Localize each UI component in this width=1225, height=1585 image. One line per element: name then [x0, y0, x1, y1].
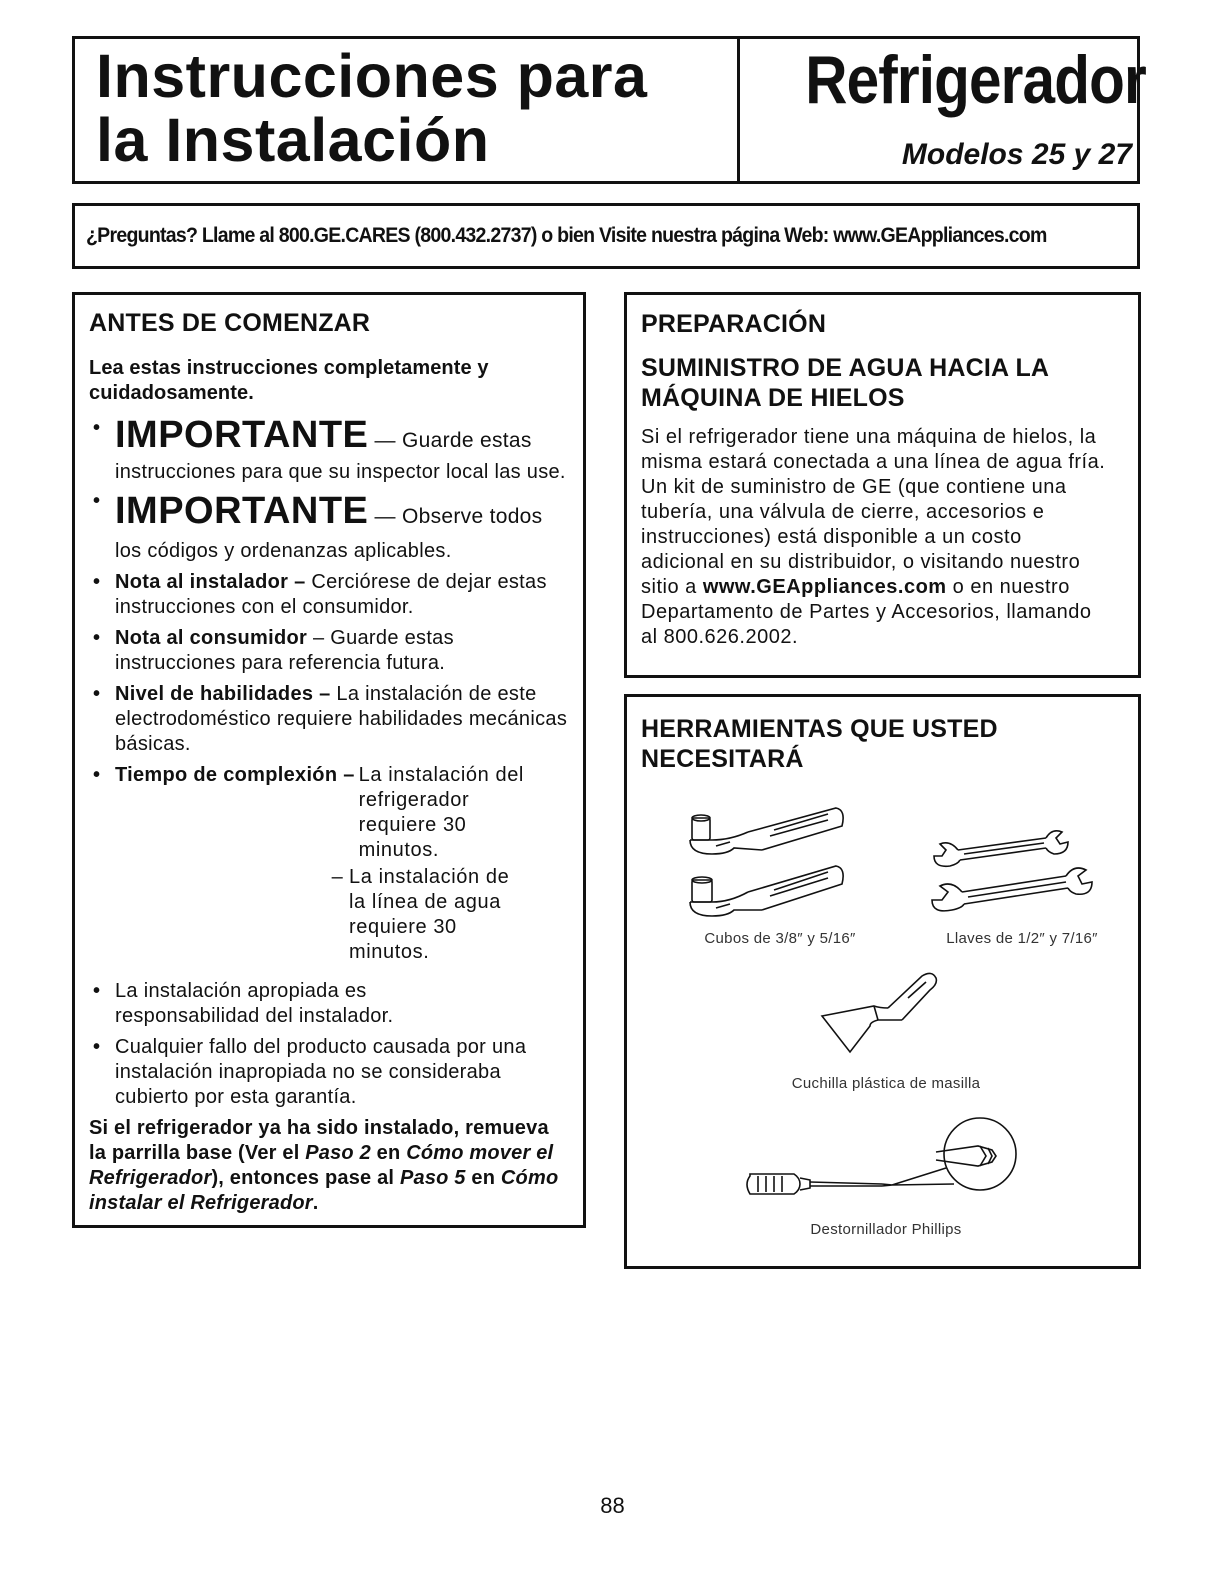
step-ref: Paso 2 [305, 1142, 371, 1164]
dash: — [368, 429, 402, 452]
wrenches-caption: Llaves de 1/2″ y 7/16″ [946, 930, 1098, 947]
section-ref: Cómo instalar el Refrigerador [89, 1167, 559, 1214]
title-line-2: la Instalación [96, 106, 490, 174]
completion-time [89, 763, 569, 965]
models-label: Modelos 25 y 27 [901, 138, 1132, 171]
note-installer [89, 570, 569, 620]
note-part: ), entonces pase al [211, 1167, 400, 1189]
important-rest: los códigos y ordenanzas aplicables. [115, 540, 452, 562]
note-label: Nota al consumidor [115, 627, 308, 649]
important-2 [89, 489, 569, 564]
product-name: Refrigerador [805, 42, 1146, 118]
note-text: Cerciórese de dejar estas instrucciones con el consumidor. [115, 571, 547, 618]
note-text: – Guarde estas instrucciones para referencia futura. [115, 627, 454, 674]
page-number: 88 [600, 1493, 625, 1518]
note-label: Nivel de habilidades – [115, 683, 331, 705]
important-1 [89, 416, 569, 485]
note-part: Si el refrigerador ya ha sido instalado, remueva la parrilla base (Ver el [89, 1117, 549, 1164]
title-line-1: Instrucciones para [96, 42, 648, 110]
note-consumer [89, 626, 569, 676]
preparation-heading: PREPARACIÓN [641, 310, 827, 338]
note-label: Nota al instalador – [115, 571, 306, 593]
time-installation-water-line: La instalación de la línea de agua requiere 30 minutos. [349, 866, 510, 963]
note-part: en [370, 1142, 407, 1164]
important-text: Guarde estas [401, 429, 532, 452]
step-ref: Paso 5 [399, 1167, 466, 1189]
water-supply-text [641, 425, 1111, 650]
ge-website-link[interactable]: www.GEAppliances.com [702, 576, 947, 598]
page-title [96, 44, 647, 172]
open-end-wrenches-icon [928, 826, 1098, 926]
section-ref: Cómo mover el Refrigerador [89, 1142, 554, 1189]
text-part: Si el refrigerador tiene una máquina de hielos, la misma estará conectada a una línea de agua fría. Un kit de suministro de GE (que contiene una tubería, una válvula de cierre, accesorios e instrucciones) está disponible a un costo adicional en su distribuidor, o visitando nuestro sitio a [641, 426, 1106, 598]
note-label: • Tiempo de complexión – [115, 764, 355, 786]
note-part: . [312, 1192, 319, 1214]
note-part: en [465, 1167, 501, 1189]
tools-heading-line-2: NECESITARÁ [641, 745, 804, 773]
preparation-content [641, 309, 1111, 650]
time-installation-refrigerator: La instalación del refrigerador requiere 30 minutos. [358, 764, 524, 861]
note-text: La instalación de este electrodoméstico requiere habilidades mecánicas básicas. [115, 683, 568, 755]
proper-installation: • La instalación apropiada es responsabilidad del instalador. [89, 979, 569, 1029]
header-divider [737, 36, 740, 184]
putty-knife-caption: Cuchilla plástica de masilla [791, 1075, 981, 1092]
important-text: Observe todos [401, 505, 543, 528]
putty-knife-icon [818, 968, 948, 1058]
dash: – [331, 866, 343, 888]
product-failure: • Cualquier fallo del producto causada por una instalación inapropiada no se consideraba cubierto por esta garantía. [89, 1035, 569, 1110]
before-heading: ANTES DE COMENZAR [89, 309, 371, 337]
already-installed-note [89, 1116, 569, 1216]
important-label: IMPORTANTE [115, 490, 369, 532]
before-intro: Lea estas instrucciones completamente y cuidadosamente. [89, 357, 489, 404]
tools-heading [641, 714, 1111, 774]
text-part: o en nuestro Departamento de Partes y Accesorios, llamando al 800.626.2002. [641, 576, 1092, 648]
skill-level [89, 682, 569, 757]
water-supply-heading: SUMINISTRO DE AGUA HACIA LA MÁQUINA DE HIELOS [641, 354, 1049, 412]
dash: — [368, 505, 402, 528]
important-label: IMPORTANTE [115, 414, 369, 456]
socket-wrenches-icon [678, 800, 858, 930]
phillips-screwdriver-icon [740, 1116, 1040, 1216]
tools-heading-line-1: HERRAMIENTAS QUE USTED [641, 715, 998, 743]
sockets-caption: Cubos de 3/8″ y 5/16″ [704, 930, 856, 947]
important-rest: instrucciones para que su inspector local las use. [115, 461, 566, 483]
screwdriver-caption: Destornillador Phillips [810, 1221, 962, 1238]
questions-text: ¿Preguntas? Llame al 800.GE.CARES (800.432.2737) o bien Visite nuestra página Web: www.GEAppliances.com [86, 224, 1047, 247]
before-you-begin-content [89, 308, 569, 1216]
